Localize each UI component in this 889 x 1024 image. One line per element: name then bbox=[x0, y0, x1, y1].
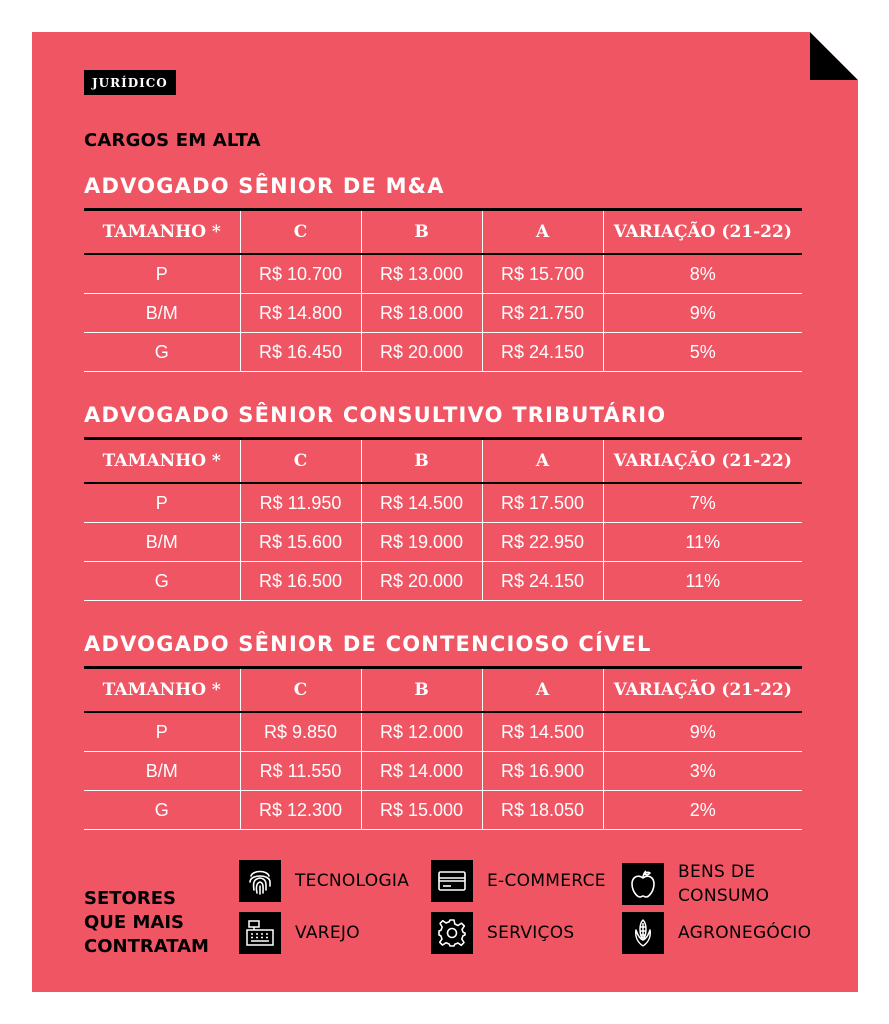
cell-c: R$ 15.600 bbox=[240, 523, 361, 562]
cell-b: R$ 14.500 bbox=[361, 483, 482, 523]
header-size: TAMANHO * bbox=[84, 668, 240, 713]
corn-icon bbox=[622, 912, 664, 954]
salary-table-2 bbox=[84, 437, 802, 601]
gear-icon bbox=[431, 912, 473, 954]
salary-table-1 bbox=[84, 208, 802, 372]
table-1-title: ADVOGADO SÊNIOR DE M&A bbox=[84, 174, 445, 198]
cell-c: R$ 16.500 bbox=[240, 562, 361, 601]
header-a: A bbox=[482, 439, 603, 484]
header-variation: VARIAÇÃO (21-22) bbox=[603, 210, 802, 255]
cell-variation: 11% bbox=[603, 562, 802, 601]
cell-a: R$ 24.150 bbox=[482, 562, 603, 601]
header-a: A bbox=[482, 210, 603, 255]
header-variation: VARIAÇÃO (21-22) bbox=[603, 439, 802, 484]
cell-b: R$ 20.000 bbox=[361, 333, 482, 372]
table-3-title: ADVOGADO SÊNIOR DE CONTENCIOSO CÍVEL bbox=[84, 632, 652, 656]
table-row bbox=[84, 712, 802, 752]
cell-variation: 5% bbox=[603, 333, 802, 372]
table-2-title: ADVOGADO SÊNIOR CONSULTIVO TRIBUTÁRIO bbox=[84, 403, 667, 427]
kicker: CARGOS EM ALTA bbox=[84, 130, 261, 151]
sector-tecnologia bbox=[239, 860, 409, 902]
cell-size: G bbox=[84, 791, 240, 830]
cell-size: P bbox=[84, 254, 240, 294]
sector-label: TECNOLOGIA bbox=[295, 871, 410, 891]
table-row bbox=[84, 562, 802, 601]
cell-a: R$ 15.700 bbox=[482, 254, 603, 294]
header-c: C bbox=[240, 439, 361, 484]
cash-register-icon bbox=[239, 912, 281, 954]
table-row bbox=[84, 791, 802, 830]
table-header bbox=[84, 439, 802, 484]
cell-c: R$ 9.850 bbox=[240, 712, 361, 752]
cell-variation: 2% bbox=[603, 791, 802, 830]
sector-label-line-2: CONSUMO bbox=[678, 886, 770, 906]
cell-variation: 9% bbox=[603, 294, 802, 333]
sector-label: AGRONEGÓCIO bbox=[678, 923, 812, 943]
cell-variation: 9% bbox=[603, 712, 802, 752]
sector-e-commerce bbox=[431, 860, 606, 902]
table-row bbox=[84, 483, 802, 523]
cell-a: R$ 16.900 bbox=[482, 752, 603, 791]
cell-a: R$ 18.050 bbox=[482, 791, 603, 830]
cell-a: R$ 22.950 bbox=[482, 523, 603, 562]
cell-c: R$ 10.700 bbox=[240, 254, 361, 294]
table-row bbox=[84, 254, 802, 294]
cell-variation: 3% bbox=[603, 752, 802, 791]
cell-size: P bbox=[84, 712, 240, 752]
cell-variation: 11% bbox=[603, 523, 802, 562]
sector-bens-de-consumo bbox=[622, 860, 769, 908]
sector-agronegocio bbox=[622, 912, 811, 954]
sector-label: E-COMMERCE bbox=[487, 871, 606, 891]
cell-b: R$ 13.000 bbox=[361, 254, 482, 294]
cell-c: R$ 16.450 bbox=[240, 333, 361, 372]
sectors-label-line-3: CONTRATAM bbox=[84, 936, 209, 957]
infographic-card bbox=[32, 32, 858, 992]
header-size: TAMANHO * bbox=[84, 439, 240, 484]
table-header bbox=[84, 210, 802, 255]
cell-c: R$ 12.300 bbox=[240, 791, 361, 830]
cell-a: R$ 17.500 bbox=[482, 483, 603, 523]
cell-c: R$ 14.800 bbox=[240, 294, 361, 333]
cell-variation: 8% bbox=[603, 254, 802, 294]
sectors-label-line-2: QUE MAIS bbox=[84, 912, 184, 933]
sector-label: SERVIÇOS bbox=[487, 923, 575, 943]
sectors-label bbox=[84, 887, 209, 959]
cell-b: R$ 15.000 bbox=[361, 791, 482, 830]
cell-size: P bbox=[84, 483, 240, 523]
sector-label bbox=[678, 860, 769, 908]
section-tag: JURÍDICO bbox=[84, 70, 176, 95]
sector-varejo bbox=[239, 912, 360, 954]
cell-c: R$ 11.950 bbox=[240, 483, 361, 523]
header-c: C bbox=[240, 668, 361, 713]
table-row bbox=[84, 333, 802, 372]
fingerprint-icon bbox=[239, 860, 281, 902]
cell-b: R$ 14.000 bbox=[361, 752, 482, 791]
cell-c: R$ 11.550 bbox=[240, 752, 361, 791]
apple-icon bbox=[622, 863, 664, 905]
header-a: A bbox=[482, 668, 603, 713]
sector-label: VAREJO bbox=[295, 923, 360, 943]
cell-size: G bbox=[84, 333, 240, 372]
cell-size: B/M bbox=[84, 294, 240, 333]
table-row bbox=[84, 752, 802, 791]
header-size: TAMANHO * bbox=[84, 210, 240, 255]
header-variation: VARIAÇÃO (21-22) bbox=[603, 668, 802, 713]
cell-size: B/M bbox=[84, 752, 240, 791]
header-c: C bbox=[240, 210, 361, 255]
cell-b: R$ 19.000 bbox=[361, 523, 482, 562]
cell-variation: 7% bbox=[603, 483, 802, 523]
cell-b: R$ 12.000 bbox=[361, 712, 482, 752]
cell-a: R$ 21.750 bbox=[482, 294, 603, 333]
header-b: B bbox=[361, 210, 482, 255]
page-corner-cut bbox=[810, 32, 858, 80]
header-b: B bbox=[361, 668, 482, 713]
cell-size: G bbox=[84, 562, 240, 601]
sector-label-line-1: BENS DE bbox=[678, 862, 756, 882]
cell-a: R$ 14.500 bbox=[482, 712, 603, 752]
cell-b: R$ 18.000 bbox=[361, 294, 482, 333]
cell-a: R$ 24.150 bbox=[482, 333, 603, 372]
cell-size: B/M bbox=[84, 523, 240, 562]
table-row bbox=[84, 523, 802, 562]
salary-table-3 bbox=[84, 666, 802, 830]
credit-card-icon bbox=[431, 860, 473, 902]
table-row bbox=[84, 294, 802, 333]
cell-b: R$ 20.000 bbox=[361, 562, 482, 601]
table-header bbox=[84, 668, 802, 713]
sector-servicos bbox=[431, 912, 575, 954]
header-b: B bbox=[361, 439, 482, 484]
sectors-label-line-1: SETORES bbox=[84, 888, 176, 909]
